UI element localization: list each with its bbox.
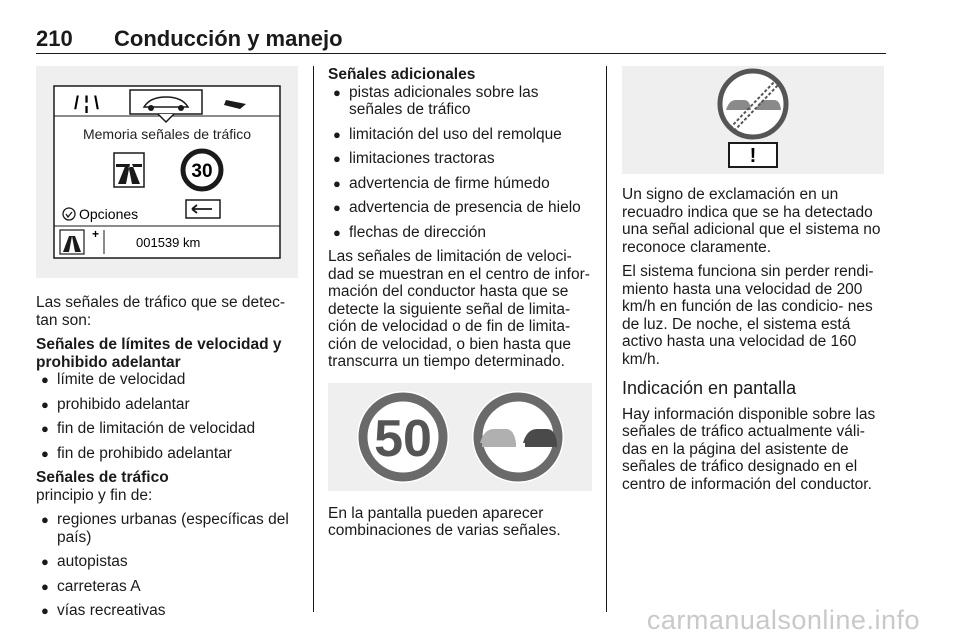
performance-paragraph: El sistema funciona sin perder rendi- miento hasta una velocidad de 200 km/h en función de las condicio- nes de luz. De noche, el sistema está activo hasta una velocidad de 160 km/h.: [622, 263, 874, 368]
menu-car-tab: [130, 90, 202, 114]
end-of-no-overtaking-illustration: [622, 66, 884, 174]
column-3: [622, 66, 886, 500]
options-label: Opciones: [79, 206, 139, 222]
speed-and-overtaking-signs-illustration: [328, 383, 592, 491]
list-item: ● limitación del uso del remolque: [328, 126, 592, 144]
list-item: ● regiones urbanas (específicas del país): [36, 511, 298, 546]
chapter-title: Conducción y manejo: [114, 26, 343, 51]
speed-signs-list: [36, 371, 298, 462]
list-item: ● prohibido adelantar: [36, 396, 298, 414]
menu-lane-icon: / ¦ \: [74, 93, 100, 113]
watermark: carmanualsonline.info: [646, 605, 920, 635]
section-title-additional-signs: Señales adicionales: [328, 66, 476, 83]
column-2: [328, 66, 592, 547]
trip-computer-display-illustration: [36, 66, 298, 278]
odometer-readout: 001539 km: [136, 235, 201, 250]
list-item: ● autopistas: [36, 553, 298, 571]
figure-caption: En la pantalla pueden aparecer combinaciones de varias señales.: [328, 504, 561, 539]
exclamation-paragraph: Un signo de exclamación en un recuadro indica que se ha detectado una señal adicional que el sistema no reconoce claramente.: [622, 186, 881, 256]
speed-limit-paragraph: Las señales de limitación de veloci- dad se muestran en el centro de infor- mación del conductor hasta que se detecte la siguiente señal de limita- ción de velocidad o de fin de limita- ción de velocidad, o bien hasta que transcurra un tiempo determinado.: [328, 248, 590, 370]
section-title-traffic-signs: Señales de tráfico: [36, 469, 169, 486]
mini-motorway-sign: [60, 230, 84, 254]
list-item: ● vías recreativas: [36, 602, 298, 620]
header-rule: [36, 53, 886, 54]
list-item: ● advertencia de firme húmedo: [328, 175, 592, 193]
list-item: ● carreteras A: [36, 578, 298, 596]
list-item: ● pistas adicionales sobre las señales de tráfico: [328, 84, 592, 119]
speed-value-50: 50: [374, 409, 432, 468]
list-item: ● advertencia de presencia de hielo: [328, 199, 592, 217]
display-paragraph: Hay información disponible sobre las señales de tráfico actualmente váli- das en la página del asistente de señales de tráfico designado en el centro de información del conductor.: [622, 405, 876, 493]
signs-combination-figure: [328, 383, 592, 491]
section-heading-display: Indicación en pantalla: [622, 378, 797, 398]
display-title: Memoria señales de tráfico: [82, 126, 252, 142]
exclamation-sign-figure: [622, 66, 884, 174]
list-item: ● limitaciones tractoras: [328, 150, 592, 168]
intro-text: Las señales de tráfico que se detec- tan son:: [36, 294, 286, 329]
traffic-signs-list: [36, 511, 298, 620]
section-title-speed-signs: Señales de límites de velocidad y prohibido adelantar: [36, 336, 282, 371]
traffic-signs-intro: principio y fin de:: [36, 486, 153, 504]
column-1: [36, 66, 298, 627]
column-divider-2: [606, 66, 607, 612]
page-number: 210: [36, 26, 73, 51]
additional-signs-list: [328, 84, 592, 242]
motorway-sign: [114, 153, 144, 187]
list-item: ● límite de velocidad: [36, 371, 298, 389]
speed-limit-value: 30: [191, 161, 213, 182]
exclamation-icon: !: [749, 145, 757, 167]
list-item: ● flechas de dirección: [328, 224, 592, 242]
plus-icon: +: [92, 227, 100, 241]
list-item: ● fin de limitación de velocidad: [36, 420, 298, 438]
column-divider-1: [313, 66, 314, 612]
list-item: ● fin de prohibido adelantar: [36, 445, 298, 463]
display-figure: [36, 66, 298, 278]
page-header: [36, 26, 886, 52]
